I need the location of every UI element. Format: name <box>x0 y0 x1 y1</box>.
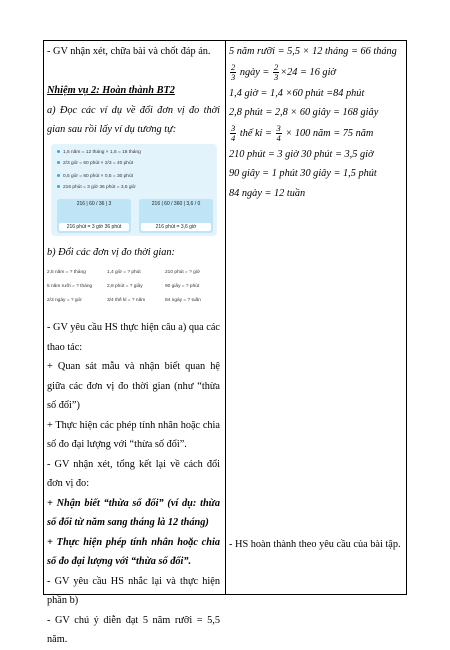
division-result: 216 phút = 3,6 giờ <box>141 223 211 231</box>
task-2a-instruction: a) Đọc các ví dụ về đổi đơn vị đo thời gian sau rồi lấy ví dụ tương tự: <box>47 104 220 135</box>
example-line: 2/3 giờ = 60 phút × 2/3 = 40 phút <box>57 161 133 167</box>
answer-line: 2,8 phút = 2,8 × 60 giây = 168 giây <box>229 107 379 118</box>
division-result: 216 phút = 3 giờ 36 phút <box>59 223 129 231</box>
table-border-right <box>406 40 407 595</box>
exercise-item: 2,5 năm = ? tháng <box>47 270 86 275</box>
task-2-title: Nhiệm vụ 2: Hoàn thành BT2 <box>47 85 175 96</box>
student-complete-text: - HS hoàn thành theo yêu cầu của bài tập. <box>229 539 401 550</box>
exercise-item: 5 năm rưỡi = ? tháng <box>47 284 93 289</box>
division-calculation: 216 | 60 / 36 | 3 <box>76 200 112 207</box>
teacher-instruction-a: - GV yêu cầu HS thực hiện câu a) qua các thao tác: <box>47 322 220 353</box>
summary-point-1: + Nhận biết “thừa số đổi” (ví dụ: thừa số đổi từ năm sang tháng là 12 tháng) <box>47 497 220 528</box>
conversion-exercises-figure <box>47 268 220 310</box>
exercise-item: 210 phút = ? giờ <box>165 270 201 275</box>
table-column-divider <box>225 40 226 595</box>
fraction: $\frac{3}{4}$ <box>276 122 281 143</box>
table-border-left <box>43 40 44 595</box>
teacher-note: - GV chú ý diễn đạt 5 năm rưỡi = 5,5 năm. <box>47 614 220 645</box>
answer-line: 210 phút = 3 giờ 30 phút = 3,5 giờ <box>229 148 374 160</box>
exercise-item: 1,4 giờ = ? phút <box>107 270 141 275</box>
teacher-instruction-b: - GV yêu cầu HS nhắc lại và thực hiện phần b) <box>47 575 220 606</box>
exercise-item: 90 giây = ? phút <box>165 284 200 289</box>
answer-line: 84 ngày = 12 tuần <box>229 187 306 199</box>
answer-line: 1,4 giờ = 1,4 ×60 phút =84 phút <box>229 87 365 99</box>
answer-line: 90 giây = 1 phút 30 giây = 1,5 phút <box>229 168 377 179</box>
step-calculate: + Thực hiện các phép tính nhân hoặc chia số đo đại lượng với “thừa số đổi”. <box>47 419 220 450</box>
exercise-item: 84 ngày = ? tuần <box>165 298 201 303</box>
step-observe: + Quan sát mẫu và nhận biết quan hệ giữa các đơn vị đo thời gian (như “thừa số đổi”) <box>47 361 220 411</box>
division-card-1 <box>57 199 131 233</box>
teacher-feedback-text: - GV nhận xét, chữa bài và chốt đáp án. <box>47 46 211 57</box>
conversion-examples-figure <box>47 144 217 239</box>
division-card-2 <box>139 199 213 233</box>
teacher-activities-column <box>47 42 220 650</box>
exercise-item: 2/3 ngày = ? giờ <box>47 298 82 303</box>
fraction: $\frac{2}{3}$ <box>273 61 279 82</box>
fraction: $\frac{3}{4}$ <box>231 122 236 143</box>
exercise-item: 3/4 thế kỉ = ? năm <box>107 298 146 303</box>
task-2b-instruction: b) Đổi các đơn vị đo thời gian: <box>47 246 175 258</box>
answer-line: 5 năm rưỡi = 5,5 × 12 tháng = 66 tháng <box>229 46 397 57</box>
example-line: 0,5 giờ = 60 phút × 0,5 = 30 phút <box>57 174 133 180</box>
answer-line: $\frac{2}{3}$ ngày = $\frac{2}{3}$ ×24 = 16 giờ <box>231 61 336 82</box>
exercise-item: 2,8 phút = ? giây <box>107 284 143 289</box>
student-response <box>229 535 403 555</box>
example-line: 216 phút = 3 giờ 36 phút = 3,6 giờ <box>57 185 136 191</box>
example-line: 1,5 năm = 12 tháng × 1,5 = 18 tháng <box>57 150 141 156</box>
fraction: $\frac{2}{3}$ <box>231 61 236 82</box>
student-activities-column <box>229 42 403 203</box>
answer-line: $\frac{3}{4}$ thế kỉ = $\frac{3}{4}$ × 100 năm = 75 năm <box>231 122 374 143</box>
summary-point-2: + Thực hiện phép tính nhân hoặc chia số đo đại lượng với “thừa số đổi”. <box>47 536 220 567</box>
division-calculation: 216 | 60 / 360 | 3,6 / 0 <box>151 200 201 207</box>
teacher-summary: - GV nhận xét, tổng kết lại về cách đổi đơn vị đo: <box>47 458 220 489</box>
